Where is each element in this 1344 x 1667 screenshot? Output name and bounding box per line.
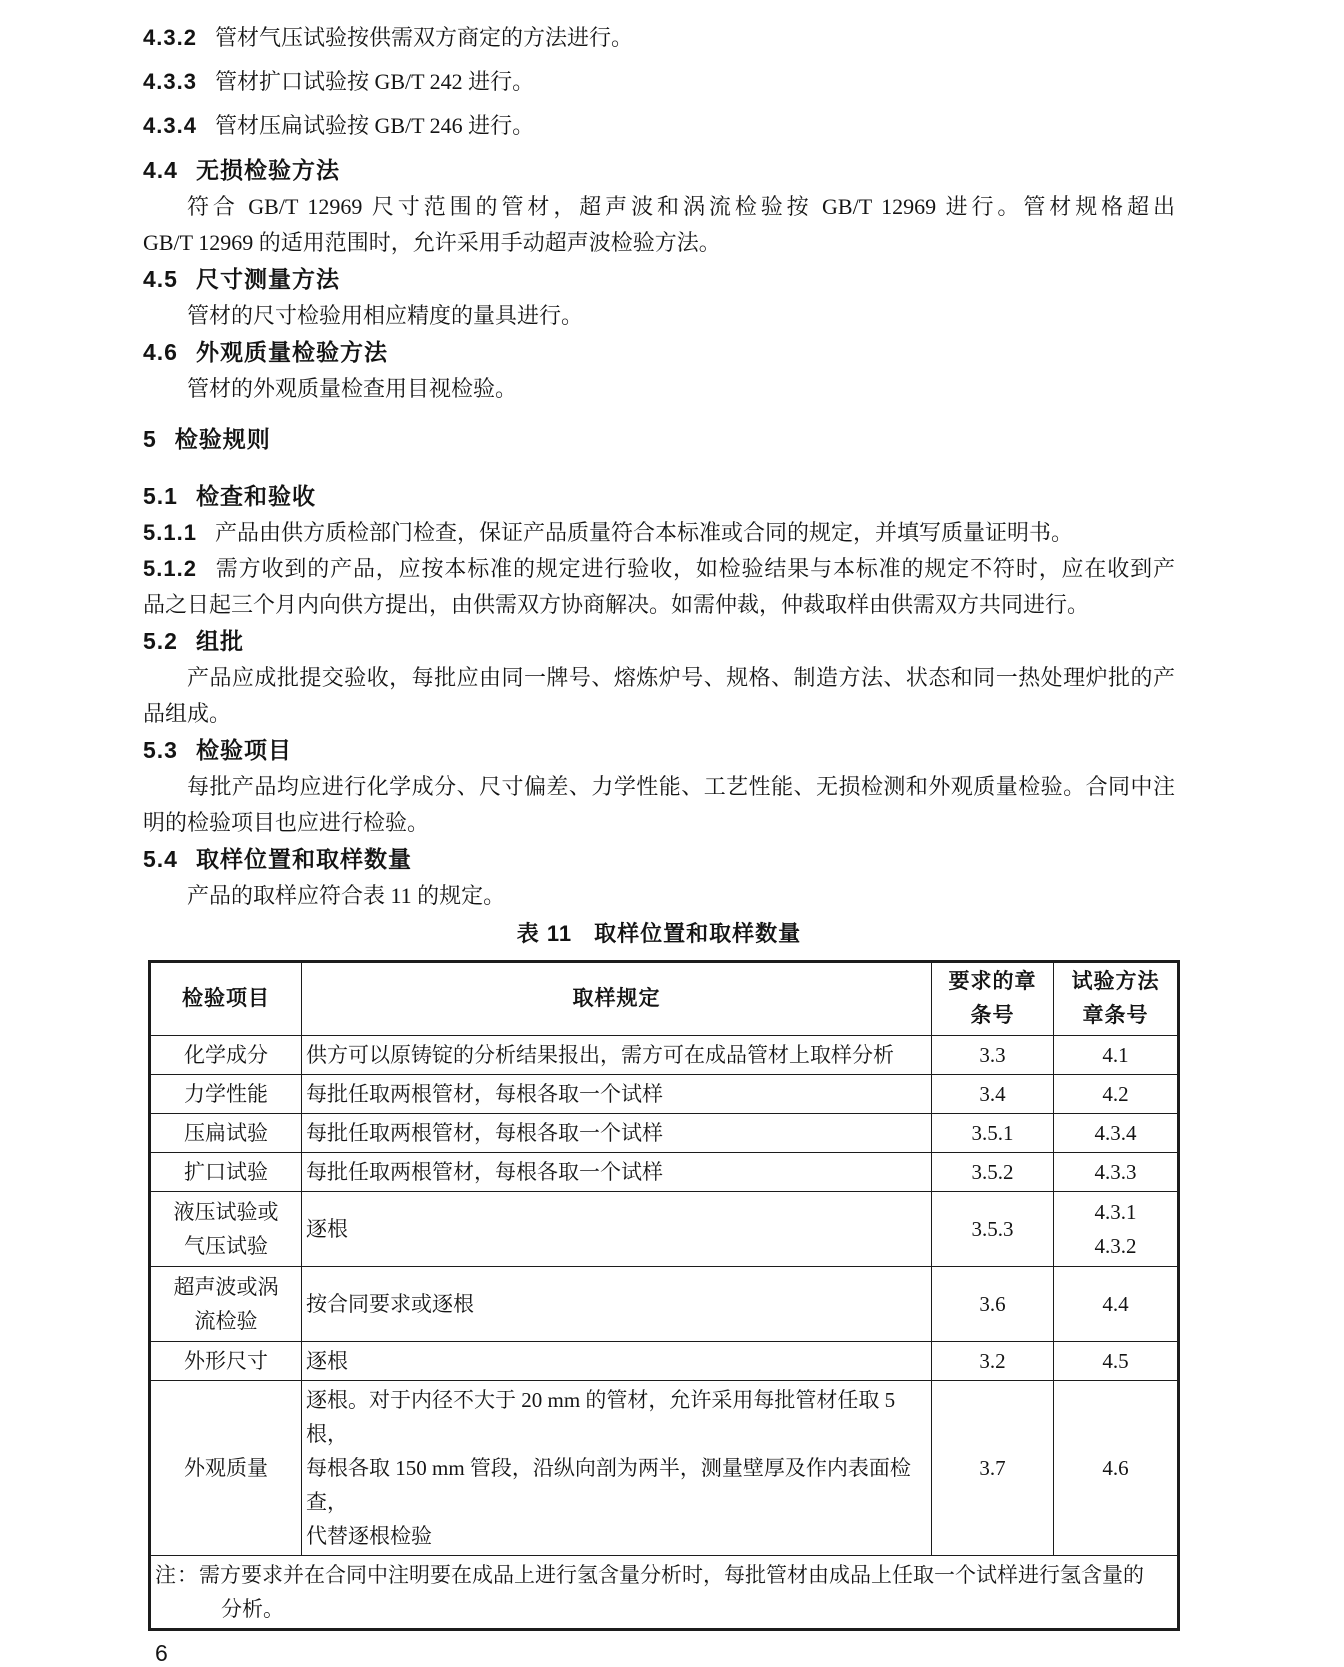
- table-note: [150, 1556, 1179, 1630]
- cell-method: 4.3.4: [1054, 1114, 1179, 1153]
- table-caption-label: 表 11: [516, 921, 573, 946]
- cell-method: 4.4: [1054, 1267, 1179, 1342]
- table-caption: [143, 916, 1175, 952]
- cell-line: 气压试验: [184, 1234, 268, 1258]
- clause-5-1-1: [143, 515, 1175, 551]
- page-number: 6: [155, 1640, 168, 1666]
- header-item: 检验项目: [150, 962, 302, 1036]
- cell-rule: 逐根: [302, 1192, 932, 1267]
- heading-number: 5.2: [143, 628, 178, 654]
- heading-title: 组批: [195, 628, 244, 654]
- cell-item: 压扁试验: [150, 1114, 302, 1153]
- table-row: [150, 1114, 1179, 1153]
- table-caption-title: 取样位置和取样数量: [594, 921, 802, 946]
- cell-line: 流检验: [194, 1309, 258, 1333]
- cell-rule: 每批任取两根管材，每根各取一个试样: [302, 1153, 932, 1192]
- cell-method: 4.5: [1054, 1342, 1179, 1381]
- heading-number: 5.1: [143, 483, 178, 509]
- paragraph-5-2-line2: 品组成。: [143, 701, 232, 726]
- table-row: [150, 1381, 1179, 1556]
- clause-4-3-2: [143, 20, 1175, 56]
- cell-line: 4.3.2: [1094, 1234, 1137, 1258]
- cell-rule: 每批任取两根管材，每根各取一个试样: [302, 1114, 932, 1153]
- heading-title: 检查和验收: [195, 483, 316, 509]
- paragraph-4-6: 管材的外观质量检查用目视检验。: [187, 376, 518, 401]
- clause-number: 4.3.3: [143, 69, 197, 94]
- cell-req: 3.5.1: [932, 1114, 1054, 1153]
- header-line: 试验方法: [1071, 970, 1160, 993]
- header-line: 章条号: [1082, 1004, 1149, 1027]
- note-text: 需方要求并在合同中注明要在成品上进行氢含量分析时，每批管材由成品上任取一个试样进行氢含量的: [199, 1563, 1144, 1587]
- cell-req: 3.5.3: [932, 1192, 1054, 1267]
- clause-5-1-2-line1: [143, 551, 1175, 587]
- paragraph-5-3-line1: 每批产品均应进行化学成分、尺寸偏差、力学性能、工艺性能、无损检测和外观质量检验。合同中注: [187, 774, 1175, 799]
- heading-4-4: [143, 152, 1175, 189]
- cell-item: 外形尺寸: [150, 1342, 302, 1381]
- cell-method: 4.6: [1054, 1381, 1179, 1556]
- heading-title: 检验规则: [174, 426, 271, 452]
- paragraph-4-5: 管材的尺寸检验用相应精度的量具进行。: [187, 303, 584, 328]
- cell-req: 3.7: [932, 1381, 1054, 1556]
- header-line: 条号: [970, 1004, 1015, 1027]
- table-row: [150, 1192, 1179, 1267]
- clause-number: 5.1.2: [143, 556, 197, 581]
- cell-line: 超声波或涡: [173, 1275, 279, 1299]
- cell-req: 3.5.2: [932, 1153, 1054, 1192]
- cell-item: 扩口试验: [150, 1153, 302, 1192]
- header-rule: 取样规定: [302, 962, 932, 1036]
- cell-item: [150, 1267, 302, 1342]
- header-test-method-clause: [1054, 962, 1179, 1036]
- header-line: 要求的章: [948, 970, 1037, 993]
- heading-title: 无损检验方法: [195, 157, 340, 183]
- heading-number: 4.6: [143, 339, 178, 365]
- clause-5-1-2-line2: 品之日起三个月内向供方提出，由供需双方协商解决。如需仲裁，仲裁取样由供需双方共同进行。: [143, 592, 1090, 617]
- heading-5-4: [143, 841, 1175, 878]
- table-row: [150, 1036, 1179, 1075]
- paragraph-5-3-line2: 明的检验项目也应进行检验。: [143, 810, 430, 835]
- clause-text: 管材扩口试验按 GB/T 242 进行。: [214, 69, 535, 94]
- cell-item: 力学性能: [150, 1075, 302, 1114]
- heading-title: 取样位置和取样数量: [195, 846, 412, 872]
- note-label: 注：: [155, 1563, 199, 1587]
- heading-title: 检验项目: [195, 737, 292, 763]
- heading-title: 外观质量检验方法: [195, 339, 388, 365]
- heading-4-5: [143, 261, 1175, 298]
- heading-number: 5.4: [143, 846, 178, 872]
- heading-title: 尺寸测量方法: [195, 266, 340, 292]
- table-row: [150, 1342, 1179, 1381]
- cell-method: [1054, 1192, 1179, 1267]
- table-note-row: [150, 1556, 1179, 1630]
- cell-req: 3.6: [932, 1267, 1054, 1342]
- clause-number: 4.3.2: [143, 25, 197, 50]
- clause-4-3-3: [143, 64, 1175, 100]
- cell-method: 4.3.3: [1054, 1153, 1179, 1192]
- cell-line: 4.3.1: [1094, 1200, 1137, 1224]
- table-row: [150, 1267, 1179, 1342]
- paragraph-4-4-line2: GB/T 12969 的适用范围时，允许采用手动超声波检验方法。: [143, 230, 721, 255]
- table-row: [150, 1075, 1179, 1114]
- cell-line: 每根各取 150 mm 管段，沿纵向剖为两半，测量壁厚及作内表面检查，: [306, 1456, 911, 1514]
- table-row: [150, 1153, 1179, 1192]
- clause-text: 管材压扁试验按 GB/T 246 进行。: [214, 113, 535, 138]
- clause-number: 4.3.4: [143, 113, 197, 138]
- cell-item: 外观质量: [150, 1381, 302, 1556]
- cell-method: 4.2: [1054, 1075, 1179, 1114]
- cell-item: 化学成分: [150, 1036, 302, 1075]
- cell-line: 液压试验或: [173, 1200, 279, 1224]
- heading-5-1: [143, 478, 1175, 515]
- cell-rule: 供方可以原铸锭的分析结果报出，需方可在成品管材上取样分析: [302, 1036, 932, 1075]
- paragraph-4-4-line1: 符合 GB/T 12969 尺寸范围的管材，超声波和涡流检验按 GB/T 12969 进行。管材规格超出: [187, 194, 1175, 219]
- clause-text: 需方收到的产品，应按本标准的规定进行验收，如检验结果与本标准的规定不符时，应在收到产: [214, 556, 1175, 581]
- cell-method: 4.1: [1054, 1036, 1179, 1075]
- note-line1: [155, 1558, 1173, 1592]
- heading-5-3: [143, 732, 1175, 769]
- clause-text: 管材气压试验按供需双方商定的方法进行。: [214, 25, 633, 50]
- heading-5: [143, 421, 1175, 458]
- heading-number: 5: [143, 426, 157, 452]
- paragraph-5-4: 产品的取样应符合表 11 的规定。: [187, 883, 506, 908]
- cell-line: 代替逐根检验: [306, 1524, 432, 1548]
- paragraph-5-2-line1: 产品应成批提交验收，每批应由同一牌号、熔炼炉号、规格、制造方法、状态和同一热处理炉批的产: [187, 665, 1175, 690]
- table-11-sampling: [148, 960, 1180, 1631]
- heading-number: 4.4: [143, 157, 178, 183]
- cell-req: 3.2: [932, 1342, 1054, 1381]
- table-header-row: [150, 962, 1179, 1036]
- cell-rule: [302, 1381, 932, 1556]
- cell-item: [150, 1192, 302, 1267]
- heading-number: 5.3: [143, 737, 178, 763]
- heading-5-2: [143, 623, 1175, 660]
- clause-4-3-4: [143, 108, 1175, 144]
- cell-req: 3.3: [932, 1036, 1054, 1075]
- heading-4-6: [143, 334, 1175, 371]
- cell-req: 3.4: [932, 1075, 1054, 1114]
- cell-rule: 逐根: [302, 1342, 932, 1381]
- cell-rule: 按合同要求或逐根: [302, 1267, 932, 1342]
- clause-number: 5.1.1: [143, 520, 197, 545]
- cell-line: 逐根。对于内径不大于 20 mm 的管材，允许采用每批管材任取 5 根，: [306, 1388, 896, 1446]
- clause-text: 产品由供方质检部门检查，保证产品质量符合本标准或合同的规定，并填写质量证明书。: [214, 520, 1073, 545]
- heading-number: 4.5: [143, 266, 178, 292]
- cell-rule: 每批任取两根管材，每根各取一个试样: [302, 1075, 932, 1114]
- header-requirement-clause: [932, 962, 1054, 1036]
- note-line2: 分析。: [221, 1597, 284, 1621]
